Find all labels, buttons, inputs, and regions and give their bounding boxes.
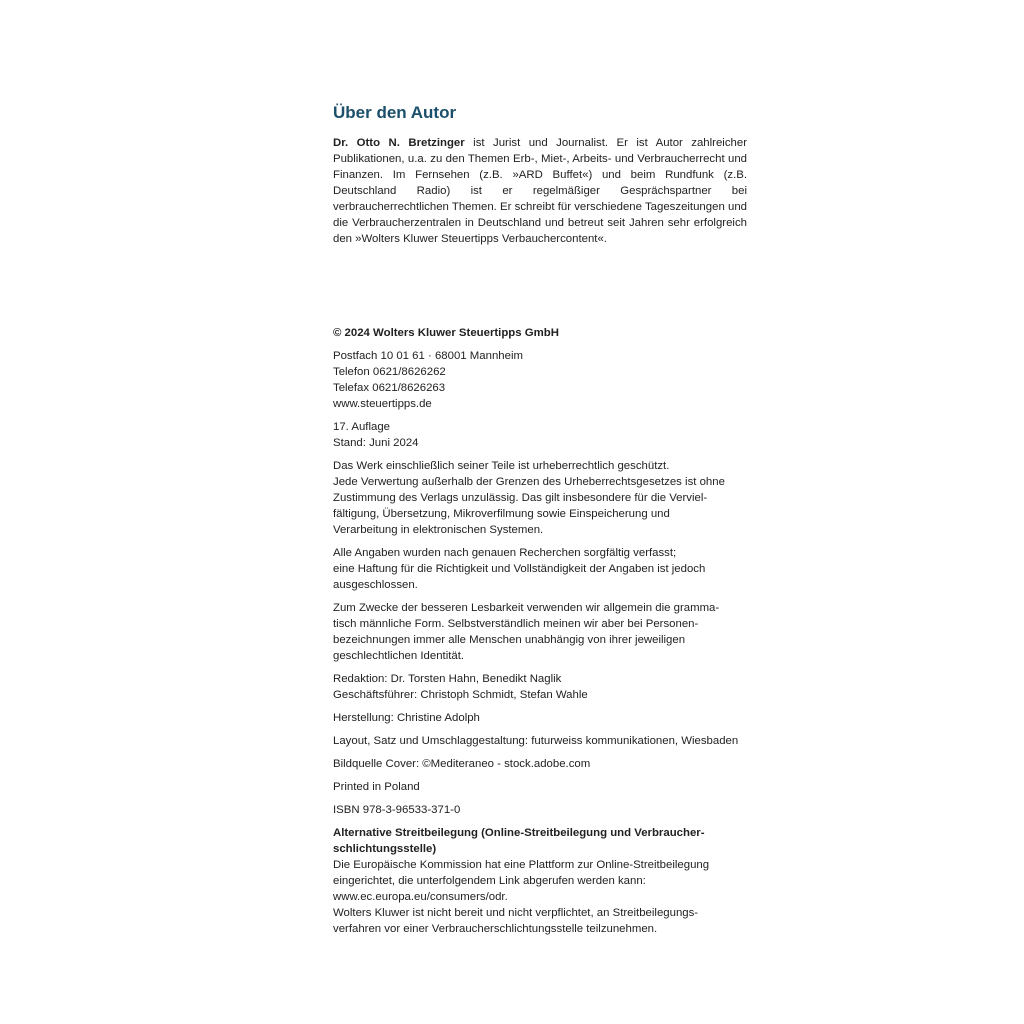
notice-line: Zustimmung des Verlags unzulässig. Das gilt insbesondere für die Verviel- [333, 492, 708, 504]
gender-note-line: bezeichnungen immer alle Menschen unabhängig von ihrer jeweiligen [333, 634, 686, 646]
printed-line: Printed in Poland [333, 781, 420, 793]
imprint-section [333, 325, 753, 937]
dispute-text-line: Die Europäische Kommission hat eine Plattform zur Online-Streitbeilegung [333, 859, 710, 871]
gender-note [333, 600, 753, 664]
copyright-line: © 2024 Wolters Kluwer Steuertipps GmbH [333, 327, 559, 339]
website-line: www.steuertipps.de [333, 398, 432, 410]
copyright-notice [333, 458, 753, 538]
notice-line: Das Werk einschließlich seiner Teile ist urheberrechtlich geschützt. [333, 460, 670, 472]
odr-link: www.ec.europa.eu/consumers/odr. [333, 891, 508, 903]
image-source-line: Bildquelle Cover: ©Mediteraneo - stock.adobe.com [333, 758, 591, 770]
disclaimer-line: eine Haftung für die Richtigkeit und Vollständigkeit der Angaben ist jedoch [333, 563, 706, 575]
notice-line: fältigung, Übersetzung, Mikroverfilmung sowie Einspeicherung und [333, 508, 670, 520]
dispute-heading-line: schlichtungsstelle) [333, 843, 437, 855]
author-heading: Über den Autor [333, 103, 457, 122]
author-bio-text: ist Jurist und Journalist. Er ist Autor zahlreicher Publikationen, u.a. zu den Themen Erb-, Miet-, Arbeits- und Verbraucherrecht und Finanzen. Im Fernsehen (z.B. »ARD Buffet«) und beim Rundfunk (z.B. Deutschland Radio) ist er regelmäßiger Gesprächspartner bei verbraucherrechtlichen Themen. Er schreibt für verschiedene Tageszeitungen und die Verbraucherzentralen in Deutschland und betreut seit Jahren sehr erfolgreich den »Wolters Kluwer Steuertipps Verbauchercontent«. [333, 137, 747, 245]
gender-note-line: geschlechtlichen Identität. [333, 650, 465, 662]
notice-line: Verarbeitung in elektronischen Systemen. [333, 524, 544, 536]
dispute-heading-line: Alternative Streitbeilegung (Online-Streitbeilegung und Verbraucher- [333, 827, 705, 839]
publisher-address [333, 348, 753, 412]
phone-line: Telefon 0621/8626262 [333, 366, 446, 378]
gender-note-line: Zum Zwecke der besseren Lesbarkeit verwenden wir allgemein die gramma- [333, 602, 720, 614]
edition-line: 17. Auflage [333, 421, 391, 433]
disclaimer-line: ausgeschlossen. [333, 579, 418, 591]
managing-directors-line: Geschäftsführer: Christoph Schmidt, Stefan Wahle [333, 689, 588, 701]
editors-line: Redaktion: Dr. Torsten Hahn, Benedikt Naglik [333, 673, 562, 685]
author-bio [333, 135, 747, 247]
address-line: Postfach 10 01 61 · 68001 Mannheim [333, 350, 523, 362]
production-line: Herstellung: Christine Adolph [333, 712, 480, 724]
gender-note-line: tisch männliche Form. Selbstverständlich meinen wir aber bei Personen- [333, 618, 699, 630]
status-line: Stand: Juni 2024 [333, 437, 419, 449]
disclaimer-line: Alle Angaben wurden nach genauen Recherchen sorgfältig verfasst; [333, 547, 677, 559]
notice-line: Jede Verwertung außerhalb der Grenzen des Urheberrechtsgesetzes ist ohne [333, 476, 725, 488]
dispute-text-line: verfahren vor einer Verbraucherschlichtungsstelle teilzunehmen. [333, 923, 658, 935]
dispute-resolution [333, 825, 753, 937]
layout-line: Layout, Satz und Umschlaggestaltung: futurweiss kommunikationen, Wiesbaden [333, 735, 739, 747]
editorial-info [333, 671, 753, 703]
fax-line: Telefax 0621/8626263 [333, 382, 446, 394]
dispute-text-line: eingerichtet, die unterfolgendem Link abgerufen werden kann: [333, 875, 646, 887]
author-name: Dr. Otto N. Bretzinger [333, 137, 465, 149]
disclaimer [333, 545, 753, 593]
edition-info [333, 419, 753, 451]
isbn-line: ISBN 978-3-96533-371-0 [333, 804, 461, 816]
dispute-text-line: Wolters Kluwer ist nicht bereit und nicht verpflichtet, an Streitbeilegungs- [333, 907, 699, 919]
